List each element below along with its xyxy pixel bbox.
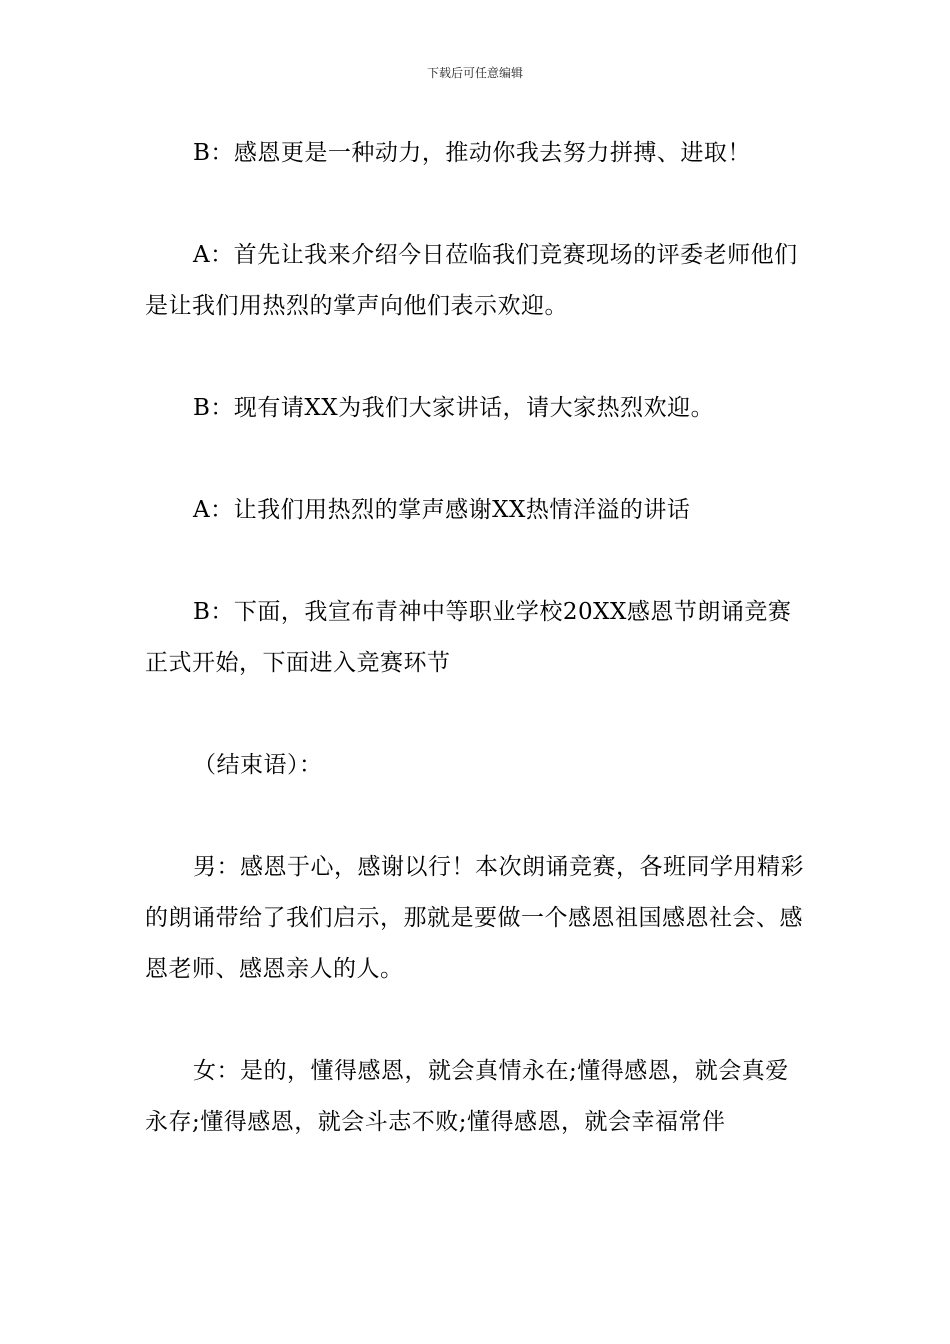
document-body	[145, 128, 810, 1148]
paragraph-male-closing: 男：感恩于心，感谢以行！本次朗诵竞赛，各班同学用精彩的朗诵带给了我们启示，那就是要做一个感恩祖国感恩社会、感恩老师、感恩亲人的人。	[145, 854, 804, 982]
paragraph-gap	[145, 434, 810, 485]
paragraph-b-gratitude-motivation: B：感恩更是一种动力，推动你我去努力拼搏、进取！	[193, 140, 751, 166]
paragraph-gap	[145, 689, 810, 740]
page-header-note: 下载后可任意编辑	[426, 66, 523, 80]
paragraph-gap	[145, 332, 810, 383]
paragraph-a-introduce-judges: A：首先让我来介绍今日莅临我们竞赛现场的评委老师他们是让我们用热烈的掌声向他们表示欢迎。	[145, 242, 798, 319]
paragraph-female-closing: 女：是的，懂得感恩，就会真情永在;懂得感恩，就会真爱永存;懂得感恩，就会斗志不败;懂得感恩，就会幸福常伴	[145, 1058, 789, 1135]
closing-remarks-heading: （结束语）：	[193, 752, 323, 778]
paragraph-gap	[145, 791, 810, 842]
paragraph-b-announce-start: B：下面，我宣布青神中等职业学校20XX感恩节朗诵竞赛正式开始，下面进入竞赛环节	[145, 599, 792, 676]
paragraph-a-thank-speech: A：让我们用热烈的掌声感谢XX热情洋溢的讲话	[193, 497, 691, 523]
paragraph-gap	[145, 995, 810, 1046]
paragraph-gap	[145, 536, 810, 587]
paragraph-gap	[145, 179, 810, 230]
paragraph-b-invite-speech: B：现有请XX为我们大家讲话，请大家热烈欢迎。	[193, 395, 715, 421]
